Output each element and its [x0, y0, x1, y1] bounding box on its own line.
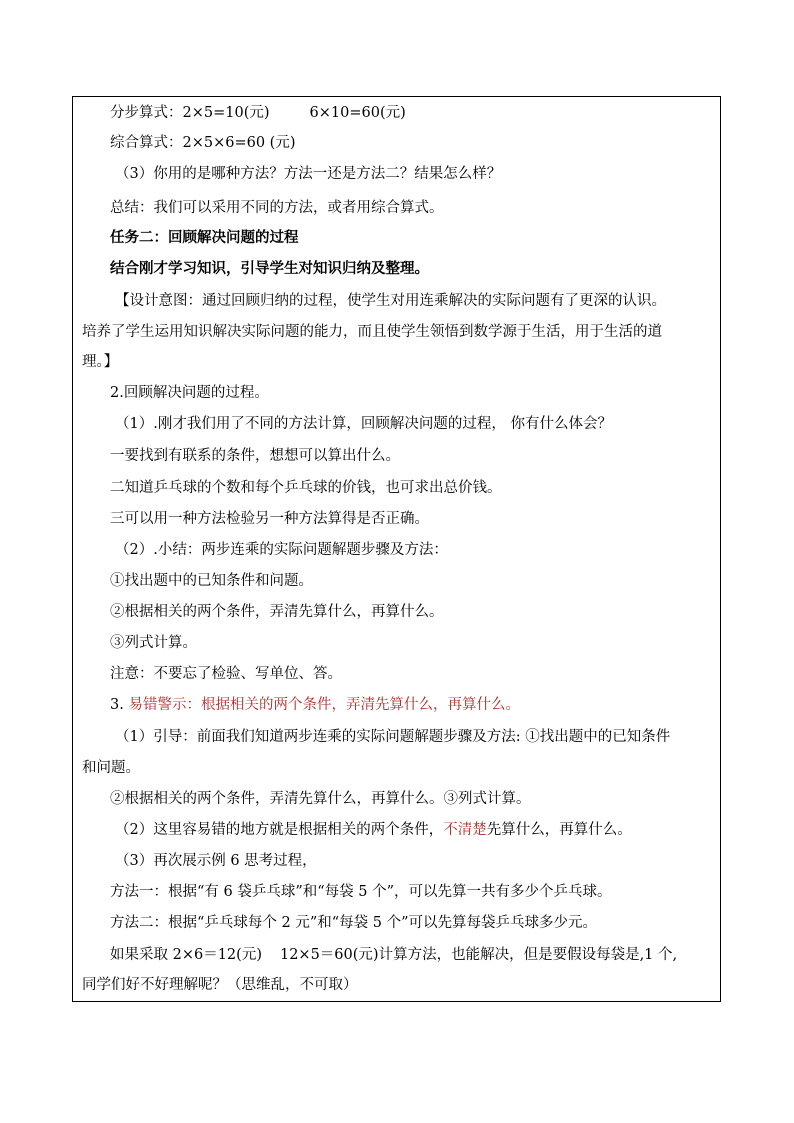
- conclusion-line: 同学们好不好理解呢？（思维乱，不可取）: [82, 977, 358, 993]
- insight-1: 一要找到有联系的条件，想想可以算出什么。: [110, 448, 400, 464]
- task-two-heading: 任务二：回顾解决问题的过程: [110, 229, 299, 246]
- guide-line-3: ②根据相关的两个条件，弄清先算什么，再算什么。③列式计算。: [110, 791, 531, 807]
- step-3-line: ③列式计算。: [110, 635, 197, 651]
- guide-line-2: 和问题。: [82, 760, 140, 776]
- method-1-line: 方法一：根据“有 6 袋乒乓球”和“每袋 5 个”，可以先算一共有多少个乒乓球。: [110, 884, 612, 900]
- mini-summary-line: （2）.小结：两步连乘的实际问题解题步骤及方法：: [115, 542, 448, 558]
- alt-method-line: [110, 945, 677, 965]
- design-intent-line-1: 【设计意图：通过回顾归纳的过程，使学生对用连乘解决的实际问题有了更深的认识。: [115, 293, 666, 309]
- method-2-line: 方法二：根据“乒乓球每个 2 元”和“每袋 5 个”可以先算每袋乒乓球多少元。: [110, 915, 598, 931]
- step-formula-2: 6×10=60(元): [309, 105, 406, 121]
- step-2-line: ②根据相关的两个条件，弄清先算什么，再算什么。: [110, 604, 444, 620]
- summary-line: 总结：我们可以采用不同的方法，或者用综合算式。: [110, 200, 444, 216]
- step-1-line: ①找出题中的已知条件和问题。: [110, 573, 313, 589]
- question-3-line: （3）你用的是哪种方法？方法一还是方法二？结果怎么样？: [115, 166, 502, 182]
- alt-formula-2: 12×5＝60(元)计算方法，也能解决，但是要假设每袋是,1 个,: [279, 947, 678, 963]
- note-line: 注意：不要忘了检验、写单位、答。: [110, 666, 342, 682]
- step-formula-1: 分步算式：2×5=10(元): [110, 105, 270, 121]
- step-formula-line: [110, 103, 406, 123]
- review-heading: 2.回顾解决问题的过程。: [110, 385, 269, 401]
- error-warning-number: 3.: [110, 697, 129, 713]
- combined-formula-line: 综合算式：2×5×6=60 (元): [110, 135, 296, 151]
- error-warning-text: 易错警示：根据相关的两个条件，弄清先算什么，再算什么。: [128, 697, 520, 713]
- alt-formula-1: 如果采取 2×6＝12(元): [110, 947, 262, 963]
- guide-line-1: （1）引导：前面我们知道两步连乘的实际问题解题步骤及方法: ①找出题中的已知条件: [115, 729, 671, 745]
- task-two-instruction: 结合刚才学习知识，引导学生对知识归纳及整理。: [110, 260, 429, 277]
- mistake-text-c: 先算什么，再算什么。: [486, 822, 632, 838]
- insight-3: 三可以用一种方法检验另一种方法算得是否正确。: [110, 511, 429, 527]
- insight-2: 二知道乒乓球的个数和每个乒乓球的价钱，也可求出总价钱。: [110, 480, 502, 496]
- example-6-line: （3）再次展示例 6 思考过程，: [115, 853, 317, 869]
- error-warning-line: [110, 695, 520, 715]
- mistake-line: [115, 820, 632, 840]
- review-question-1: （1）.刚才我们用了不同的方法计算，回顾解决问题的过程， 你有什么体会？: [115, 416, 612, 432]
- design-intent-line-3: 理。】: [82, 354, 119, 370]
- mistake-highlight: 不清楚: [443, 822, 487, 838]
- design-intent-line-2: 培养了学生运用知识解决实际问题的能力，而且使学生领悟到数学源于生活，用于生活的道: [82, 324, 662, 340]
- mistake-text-a: （2）这里容易错的地方就是根据相关的两个条件，: [115, 822, 444, 838]
